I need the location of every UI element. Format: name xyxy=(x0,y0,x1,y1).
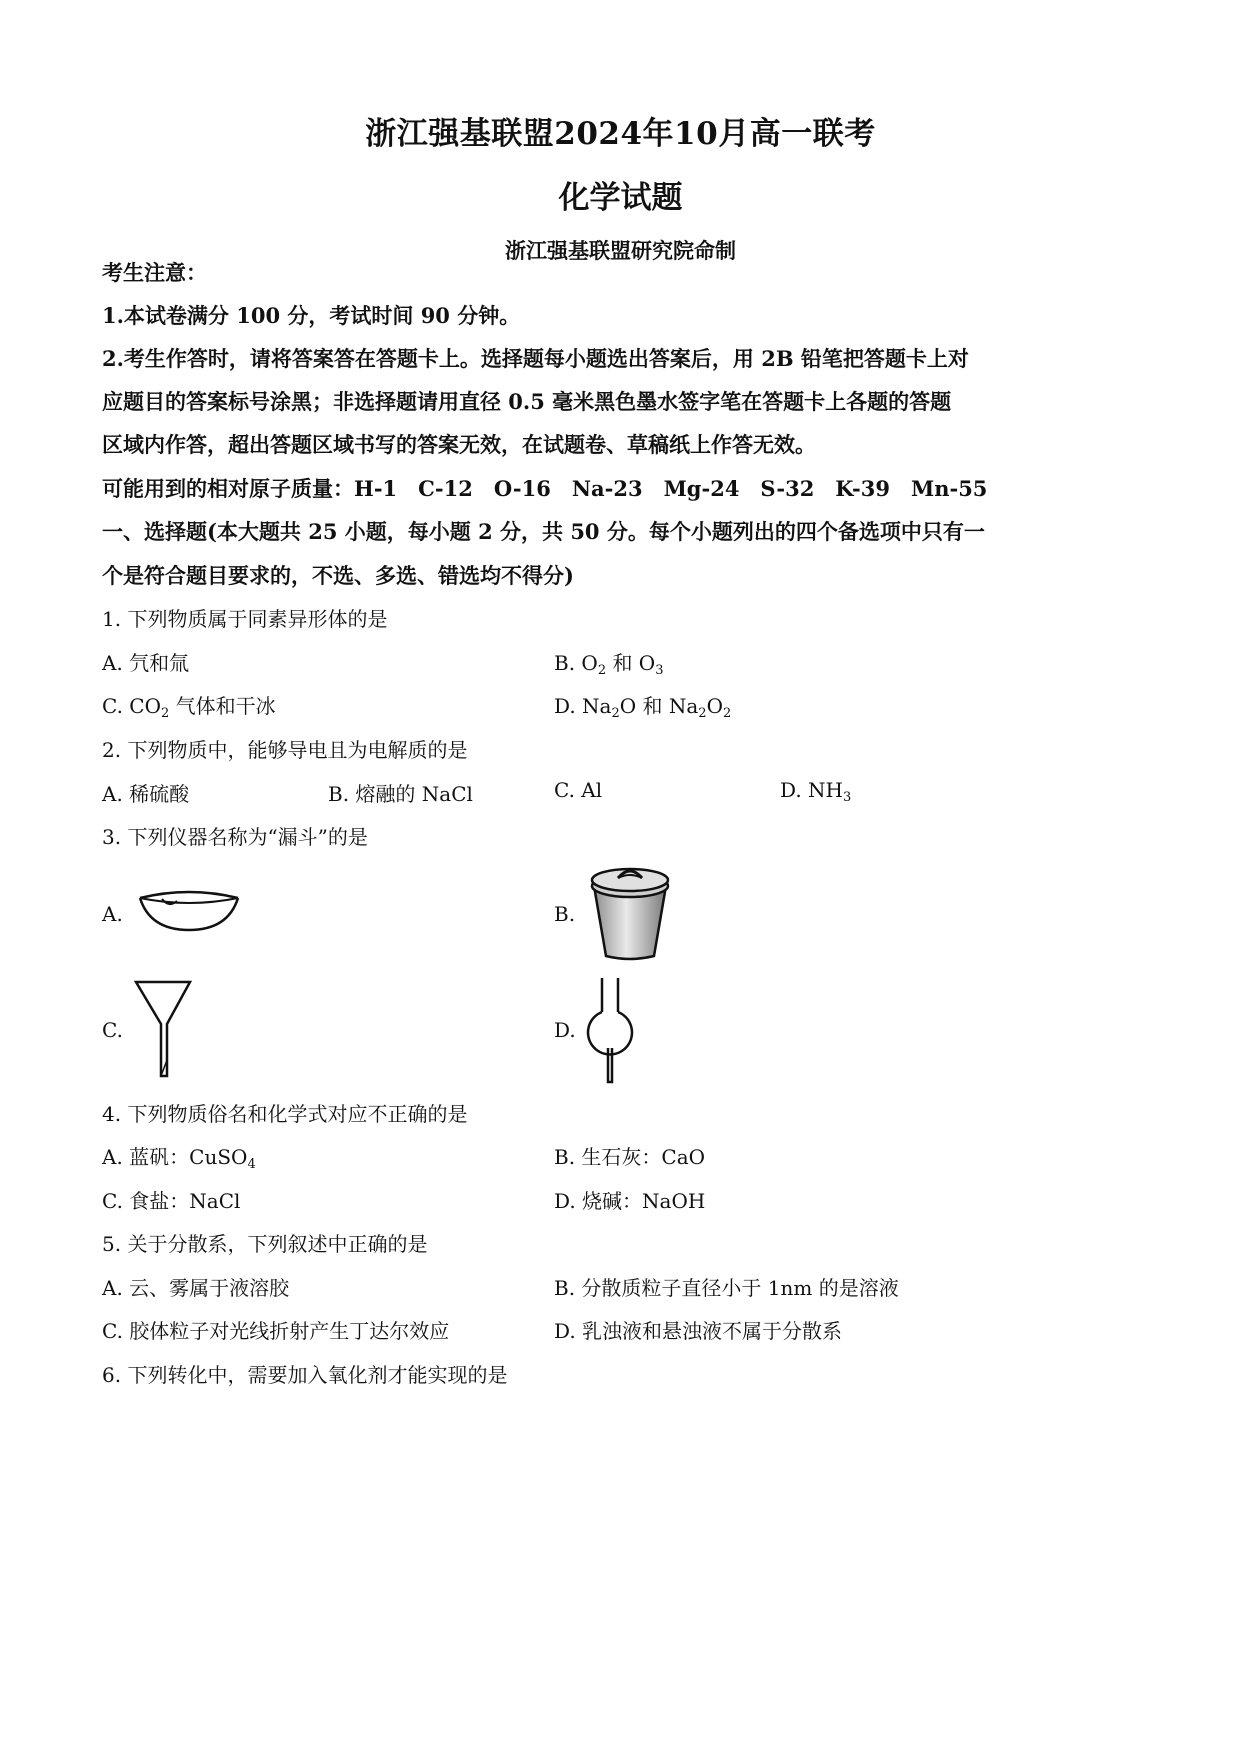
crucible-with-lid-icon xyxy=(584,862,676,962)
question-3-option-d: D. xyxy=(554,1018,576,1042)
q1-d-text-2: O 和 Na xyxy=(619,694,699,718)
question-1-option-b xyxy=(554,647,664,676)
section-heading-line-2: 个是符合题目要求的，不选、多选、错选均不得分) xyxy=(102,563,574,588)
q4-a-sub-1: 4 xyxy=(247,1157,256,1172)
exam-title: 浙江强基联盟2024年10月高一联考 xyxy=(365,116,876,152)
question-4-option-c: C. 食盐：NaCl xyxy=(102,1189,241,1213)
q1-c-sub-1: 2 xyxy=(161,706,170,721)
question-3-option-a: A. xyxy=(102,902,123,926)
q2-d-text-1: D. NH xyxy=(780,778,843,802)
question-5-option-d: D. 乳浊液和悬浊液不属于分散系 xyxy=(554,1319,843,1343)
question-4-option-d: D. 烧碱：NaOH xyxy=(554,1189,706,1213)
question-1-stem: 1. 下列物质属于同素异形体的是 xyxy=(102,607,388,631)
round-bottom-flask-icon xyxy=(585,976,635,1086)
question-2-option-a: A. 稀硫酸 xyxy=(102,782,190,806)
notice-line-1: 1.本试卷满分 100 分，考试时间 90 分钟。 xyxy=(102,303,521,328)
question-1-option-c xyxy=(102,690,276,719)
question-2-option-b: B. 熔融的 NaCl xyxy=(328,782,473,806)
funnel-icon xyxy=(134,980,194,1080)
question-5-option-a: A. 云、雾属于液溶胶 xyxy=(102,1276,290,1300)
author-line: 浙江强基联盟研究院命制 xyxy=(505,238,736,263)
q1-b-sub-1: 2 xyxy=(597,663,607,678)
atomic-masses: 可能用到的相对原子质量：H-1 C-12 O-16 Na-23 Mg-24 S-32 K-39 Mn-55 xyxy=(102,476,988,501)
q1-b-text-2: 和 O xyxy=(606,651,656,675)
q1-d-sub-3: 2 xyxy=(722,706,732,721)
q1-d-sub-2: 2 xyxy=(698,706,707,721)
section-heading-line-1: 一、选择题(本大题共 25 小题，每小题 2 分，共 50 分。每个小题列出的四个备选项中只有一 xyxy=(102,519,985,544)
evaporating-dish-icon xyxy=(136,886,242,936)
question-2-option-c: C. Al xyxy=(554,778,603,802)
q1-d-text-3: O xyxy=(706,694,723,718)
notice-heading: 考生注意： xyxy=(102,260,207,285)
q1-b-sub-2: 3 xyxy=(655,663,664,678)
subject-title: 化学试题 xyxy=(558,180,683,216)
question-4-option-b: B. 生石灰：CaO xyxy=(554,1145,706,1169)
question-5-option-b: B. 分散质粒子直径小于 1nm 的是溶液 xyxy=(554,1276,899,1300)
question-5-option-c: C. 胶体粒子对光线折射产生丁达尔效应 xyxy=(102,1319,450,1343)
question-3-option-c: C. xyxy=(102,1018,123,1042)
q1-c-text-2: 气体和干冰 xyxy=(169,694,276,718)
q1-d-sub-1: 2 xyxy=(611,706,620,721)
question-1-option-d xyxy=(554,690,731,719)
question-3-option-b: B. xyxy=(554,902,576,926)
question-4-stem: 4. 下列物质俗名和化学式对应不正确的是 xyxy=(102,1102,468,1126)
question-6-stem: 6. 下列转化中，需要加入氧化剂才能实现的是 xyxy=(102,1363,508,1387)
question-3-stem: 3. 下列仪器名称为“漏斗”的是 xyxy=(102,825,368,849)
question-1-option-a: A. 氕和氚 xyxy=(102,651,190,675)
q1-d-text-1: D. Na xyxy=(554,694,612,718)
q1-b-text-1: B. O xyxy=(554,651,598,675)
question-5-stem: 5. 关于分散系，下列叙述中正确的是 xyxy=(102,1232,428,1256)
question-2-option-d xyxy=(780,778,852,805)
notice-line-2c: 区域内作答，超出答题区域书写的答案无效，在试题卷、草稿纸上作答无效。 xyxy=(102,432,816,457)
q4-a-text-1: A. 蓝矾：CuSO xyxy=(102,1145,248,1169)
question-4-option-a xyxy=(102,1141,256,1170)
notice-line-2b: 应题目的答案标号涂黑；非选择题请用直径 0.5 毫米黑色墨水签字笔在答题卡上各题的答题 xyxy=(102,389,952,414)
notice-line-2a: 2.考生作答时，请将答案答在答题卡上。选择题每小题选出答案后，用 2B 铅笔把答题卡上对 xyxy=(102,346,969,371)
q2-d-sub-1: 3 xyxy=(842,790,852,805)
q1-c-text-1: C. CO xyxy=(102,694,162,718)
question-2-stem: 2. 下列物质中，能够导电且为电解质的是 xyxy=(102,738,468,762)
